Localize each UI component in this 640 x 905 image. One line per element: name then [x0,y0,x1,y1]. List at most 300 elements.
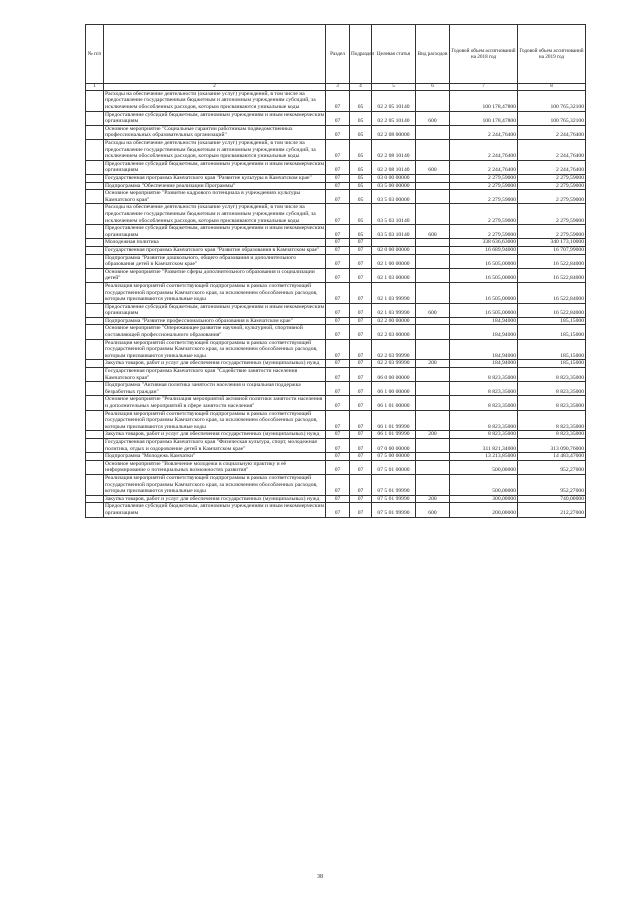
cell-2018: 8 823,35000 [450,368,518,382]
cell-2018: 100 178,47800 [450,90,518,111]
cell-podrazdel: 05 [350,182,372,190]
cell-statya: 07 5 01 99990 [372,495,416,503]
cell-podrazdel: 07 [350,303,372,317]
cell-num [86,282,104,303]
cell-statya: 02 1 03 00000 [372,268,416,282]
cell-razdel: 07 [326,453,350,461]
table-row [86,396,586,410]
cell-statya: 03 0 00 00000 [372,175,416,183]
cell-razdel: 07 [326,368,350,382]
cell-2019: 16 707,99000 [518,246,586,254]
table-row [86,460,586,474]
cell-statya: 03 5 00 00000 [372,182,416,190]
cell-razdel: 07 [326,190,350,204]
header-name [104,25,326,84]
cell-vid [416,190,450,204]
cell-razdel: 07 [326,410,350,431]
cell-name: Предоставление субсидий бюджетным, автономным учреждениям и иным некоммерческим организациям [105,303,325,317]
cell-2019: 2 279,59000 [518,175,586,183]
cell-razdel: 07 [326,90,350,111]
table-row [86,175,586,183]
cell-vid: 200 [416,495,450,503]
header-num: № п/п [86,25,104,84]
cell-num [86,360,104,368]
cell-statya: 02 2 03 00000 [372,325,416,339]
cell-razdel: 07 [326,460,350,474]
cell-statya: 06 0 00 00000 [372,368,416,382]
cell-2019: 185,15000 [518,325,586,339]
cell-vid [416,317,450,325]
cell-num [86,254,104,268]
cell-2018: 2 244,76400 [450,125,518,139]
cell-razdel: 07 [326,140,350,161]
cell-statya: 02 1 03 99990 [372,303,416,317]
cell-2018: 2 279,59000 [450,182,518,190]
cell-name: Основное мероприятие "Реализация мероприятий активной политики занятости населения и дополнительных мероприятий в сфере занятости населения" [104,396,326,410]
cell-num [86,239,104,247]
cell-2018: 16 689,94000 [450,246,518,254]
cell-statya: 07 0 00 00000 [372,438,416,452]
cell-vid [416,396,450,410]
cell-name: Подпрограмма "Активная политика занятости населения и социальная поддержка безработных граждан" [104,382,326,396]
column-number: 8 [518,84,586,91]
cell-2019: 952,27000 [518,474,586,495]
cell-2018: 2 244,76400 [450,160,518,174]
cell-num [86,460,104,474]
table-row [86,382,586,396]
table-header-row [86,25,586,84]
cell-vid [416,282,450,303]
cell-num [86,317,104,325]
cell-name: Молодежная политика [104,239,326,247]
cell-podrazdel: 07 [350,438,372,452]
cell-podrazdel: 07 [350,325,372,339]
cell-podrazdel: 07 [350,410,372,431]
cell-vid: 600 [416,160,450,174]
cell-name: Закупка товаров, работ и услуг для обеспечения государственных (муниципальных) нужд [104,360,326,368]
cell-2018: 2 244,76400 [450,140,518,161]
cell-name: Государственная программа Камчатского края "Развитие образования в Камчатском крае" [104,246,326,254]
cell-name: Предоставление субсидий бюджетным, автономным учреждениям и иным некоммерческим организациям [105,111,325,125]
cell-name: Подпрограмма "Молодежь Камчатки" [104,453,326,461]
cell-2018: 100 178,47800 [450,111,518,125]
cell-statya: 06 1 01 00000 [372,396,416,410]
cell-2018: 2 279,59000 [450,204,518,225]
cell-2018: 16 505,00000 [450,303,518,317]
cell-num [86,495,104,503]
table-row [86,239,586,247]
cell-statya: 03 5 03 00000 [372,190,416,204]
cell-num [86,140,104,161]
cell-razdel: 07 [326,282,350,303]
cell-num [86,382,104,396]
cell-2018: 13 213,85000 [450,453,518,461]
cell-podrazdel: 05 [350,90,372,111]
cell-2019: 340 173,10000 [518,239,586,247]
column-number: 1 [86,84,104,91]
table-row [86,111,586,125]
cell-name: Основное мероприятие "Развитие кадрового потенциала в учреждениях культуры Камчатского края" [104,190,326,204]
cell-vid [416,182,450,190]
header-vid: Вид расходов [416,25,450,84]
cell-name: Реализация мероприятий соответствующей подпрограммы в рамках соответствующей государственной программы Камчатского края, за исключением обособленных расходов, которым присваиваются уникальные коды [104,410,326,431]
cell-statya: 02 2 03 99990 [372,339,416,360]
column-number-row [86,84,586,91]
cell-num [86,125,104,139]
cell-num [86,503,104,517]
cell-2019: 100 765,32100 [518,111,586,125]
cell-statya: 02 2 05 10140 [372,111,416,125]
cell-2018: 16 505,00000 [450,254,518,268]
cell-2019: 16 522,84000 [518,254,586,268]
cell-2019: 16 522,84000 [518,303,586,317]
page-number: 38 [317,874,323,880]
cell-statya: 06 1 01 99990 [372,431,416,439]
cell-podrazdel: 07 [350,282,372,303]
cell-2018: 300,00000 [450,495,518,503]
column-number: 4 [350,84,372,91]
cell-podrazdel: 05 [350,160,372,174]
cell-2018: 184,94000 [450,317,518,325]
cell-2018: 2 279,59000 [450,175,518,183]
cell-num [86,246,104,254]
cell-vid [416,460,450,474]
cell-podrazdel: 05 [350,190,372,204]
table-row [86,204,586,225]
cell-razdel: 07 [326,268,350,282]
cell-vid [416,268,450,282]
cell-2018: 500,00000 [450,474,518,495]
cell-statya: 02 1 03 99990 [372,282,416,303]
table-row [86,268,586,282]
cell-2018: 184,94000 [450,325,518,339]
cell-2019: 8 823,35000 [518,410,586,431]
cell-razdel: 07 [326,111,350,125]
cell-razdel: 07 [326,495,350,503]
cell-num [86,268,104,282]
cell-name: Реализация мероприятий соответствующей подпрограммы в рамках соответствующей государственной программы Камчатского края, за исключением обособленных расходов, которым присваиваются уникальные коды [104,282,326,303]
cell-2018: 338 636,63000 [450,239,518,247]
table-row [86,90,586,111]
cell-2019: 212,27000 [518,503,586,517]
cell-2019: 185,15000 [518,360,586,368]
cell-razdel: 07 [326,325,350,339]
budget-table [85,24,586,518]
cell-num [86,396,104,410]
table-row [86,317,586,325]
cell-2019: 2 279,59000 [518,190,586,204]
cell-name: Расходы на обеспечение деятельности (оказание услуг) учреждений, в том числе на предоставление государственным бюджетным и автономным учреждениям субсидий, за исключением обособленных расходов, которым присваиваются уникальные коды [104,140,326,161]
cell-vid [416,382,450,396]
cell-podrazdel: 05 [350,125,372,139]
cell-name: Основное мероприятие "Социальные гарантии работникам подведомственных профессиональных образовательных организаций" [104,125,326,139]
cell-num [86,175,104,183]
cell-name: Основное мероприятие "Вовлечение молодежи в социальную практику и её информирование о потенциальных возможностях развития" [104,460,326,474]
cell-razdel: 07 [326,382,350,396]
cell-statya: 02 1 00 00000 [372,254,416,268]
table-row [86,125,586,139]
cell-razdel: 07 [326,204,350,225]
cell-statya: 07 5 01 99990 [372,503,416,517]
cell-statya: 03 5 03 10140 [372,204,416,225]
cell-statya: 02 2 08 10140 [372,160,416,174]
cell-vid [416,246,450,254]
table-row [86,182,586,190]
cell-2019: 100 765,32100 [518,90,586,111]
cell-2018: 8 823,35000 [450,410,518,431]
cell-num [86,325,104,339]
cell-razdel: 07 [326,160,350,174]
cell-num [86,182,104,190]
cell-2018: 16 505,00000 [450,282,518,303]
cell-podrazdel: 05 [350,175,372,183]
column-number: 7 [450,84,518,91]
cell-name: Основное мероприятие "Развитие сферы дополнительного образования и социализации детей" [104,268,326,282]
cell-podrazdel: 07 [350,382,372,396]
cell-2018: 311 821,34000 [450,438,518,452]
header-2018: Годовой объем ассигнований на 2018 год [450,25,518,84]
cell-razdel: 07 [326,474,350,495]
cell-vid: 600 [416,225,450,239]
table-row [86,225,586,239]
cell-vid [416,438,450,452]
cell-2019: 8 823,35000 [518,431,586,439]
cell-podrazdel: 07 [350,453,372,461]
cell-2018: 184,94000 [450,360,518,368]
cell-vid [416,204,450,225]
column-number: 6 [416,84,450,91]
cell-razdel: 07 [326,225,350,239]
cell-name: Подпрограмма "Развитие дошкольного, общего образования и дополнительного образования детей в Камчатском крае" [104,254,326,268]
cell-podrazdel: 07 [350,474,372,495]
cell-name: Предоставление субсидий бюджетным, автономным учреждениям и иным некоммерческим организациям [105,160,325,174]
cell-vid [416,339,450,360]
cell-statya [372,239,416,247]
cell-2019: 14 483,47000 [518,453,586,461]
table-row [86,140,586,161]
cell-2019: 2 279,59000 [518,225,586,239]
cell-2018: 2 279,59000 [450,190,518,204]
cell-statya: 02 2 08 00000 [372,125,416,139]
cell-vid [416,140,450,161]
cell-num [86,204,104,225]
table-row [86,254,586,268]
cell-name: Предоставление субсидий бюджетным, автономным учреждениям и иным некоммерческим организациям [105,503,325,516]
column-number: 3 [326,84,350,91]
cell-podrazdel: 07 [350,495,372,503]
cell-razdel: 07 [326,239,350,247]
table-row [86,303,586,317]
table-row [86,360,586,368]
cell-podrazdel: 07 [350,317,372,325]
header-podrazdel: Подраздел [350,25,372,84]
cell-num [86,160,104,174]
cell-podrazdel: 07 [350,503,372,517]
cell-name: Государственная программа Камчатского края "Содействие занятости населения Камчатского края" [104,368,326,382]
cell-name: Подпрограмма "Обеспечение реализации Программы" [104,182,326,190]
cell-name: Государственная программа Камчатского края "Развитие культуры в Камчатском крае" [104,175,326,183]
cell-statya: 06 1 00 00000 [372,382,416,396]
table-row [86,246,586,254]
cell-num [86,90,104,111]
cell-2019: 2 279,59000 [518,182,586,190]
cell-statya: 02 2 03 99990 [372,360,416,368]
cell-podrazdel: 07 [350,268,372,282]
cell-name: Государственная программа Камчатского края "Физическая культура, спорт, молодежная политика, отдых и оздоровление детей в Камчатском крае" [104,438,326,452]
cell-2018: 16 505,00000 [450,268,518,282]
header-razdel: Раздел [326,25,350,84]
cell-statya: 06 1 01 99990 [372,410,416,431]
cell-2019: 16 522,84000 [518,268,586,282]
cell-2018: 2 279,59000 [450,225,518,239]
cell-vid: 200 [416,360,450,368]
cell-razdel: 07 [326,339,350,360]
table-body [86,90,586,517]
table-row [86,438,586,452]
table-row [86,453,586,461]
cell-vid: 200 [416,431,450,439]
column-number: 2 [104,84,326,91]
cell-vid: 600 [416,503,450,517]
cell-razdel: 07 [326,175,350,183]
cell-razdel: 07 [326,438,350,452]
cell-podrazdel: 07 [350,254,372,268]
table-row [86,431,586,439]
cell-podrazdel: 05 [350,225,372,239]
cell-2018: 200,00000 [450,503,518,517]
cell-podrazdel: 05 [350,140,372,161]
cell-2019: 313 090,76000 [518,438,586,452]
cell-vid [416,410,450,431]
cell-statya: 02 2 08 10140 [372,140,416,161]
cell-num [86,190,104,204]
cell-2019: 2 244,76400 [518,160,586,174]
table-row [86,160,586,174]
table-row [86,503,586,517]
cell-statya: 02 2 05 10140 [372,90,416,111]
cell-statya: 07 5 01 00000 [372,460,416,474]
cell-razdel: 07 [326,396,350,410]
cell-podrazdel: 07 [350,368,372,382]
cell-razdel: 07 [326,246,350,254]
cell-2019: 8 823,35000 [518,382,586,396]
cell-razdel: 07 [326,503,350,517]
header-2019: Годовой объем ассигнований на 2019 год [518,25,586,84]
cell-2018: 184,94000 [450,339,518,360]
cell-podrazdel: 07 [350,360,372,368]
cell-name: Расходы на обеспечение деятельности (оказание услуг) учреждений, в том числе на предоставление государственным бюджетным и автономным учреждениям субсидий, за исключением обособленных расходов, которым присваиваются уникальные коды [104,90,326,111]
cell-vid [416,175,450,183]
cell-vid: 600 [416,303,450,317]
table-row [86,325,586,339]
cell-name: Реализация мероприятий соответствующей подпрограммы в рамках соответствующей государственной программы Камчатского края, за исключением обособленных расходов, которым присваиваются уникальные коды [104,339,326,360]
cell-podrazdel: 05 [350,204,372,225]
table-row [86,368,586,382]
table-row [86,410,586,431]
cell-2019: 2 244,76400 [518,125,586,139]
header-statya: Целевая статья [372,25,416,84]
cell-podrazdel: 07 [350,339,372,360]
cell-vid [416,254,450,268]
cell-podrazdel: 05 [350,111,372,125]
table-row [86,339,586,360]
cell-2018: 8 823,35000 [450,431,518,439]
cell-num [86,225,104,239]
cell-statya: 03 5 03 10140 [372,225,416,239]
cell-name: Подпрограмма "Развитие профессионального образования в Камчатском крае" [104,317,326,325]
cell-2019: 185,15000 [518,317,586,325]
table-row [86,282,586,303]
cell-num [86,303,104,317]
cell-podrazdel: 07 [350,460,372,474]
cell-num [86,410,104,431]
cell-razdel: 07 [326,303,350,317]
cell-2019: 185,15000 [518,339,586,360]
cell-vid [416,125,450,139]
cell-vid: 600 [416,111,450,125]
cell-vid [416,90,450,111]
cell-name: Реализация мероприятий соответствующей подпрограммы в рамках соответствующей государственной программы Камчатского края, за исключением обособленных расходов, которым присваиваются уникальные коды [104,474,326,495]
cell-2019: 16 522,84000 [518,282,586,303]
cell-podrazdel: 07 [350,246,372,254]
cell-2018: 500,00000 [450,460,518,474]
cell-statya: 07 5 01 99990 [372,474,416,495]
cell-razdel: 07 [326,317,350,325]
cell-num [86,339,104,360]
cell-num [86,368,104,382]
cell-razdel: 07 [326,360,350,368]
cell-2019: 2 244,76400 [518,140,586,161]
column-number: 5 [372,84,416,91]
table-row [86,495,586,503]
cell-2019: 2 279,59000 [518,204,586,225]
cell-2019: 952,27000 [518,460,586,474]
cell-razdel: 07 [326,125,350,139]
cell-vid [416,368,450,382]
cell-2018: 8 823,35000 [450,396,518,410]
cell-razdel: 07 [326,254,350,268]
cell-name: Основное мероприятие "Опережающее развитие научной, культурной, спортивной составляющей профессионального образования" [104,325,326,339]
cell-vid [416,453,450,461]
cell-name: Расходы на обеспечение деятельности (оказание услуг) учреждений, в том числе на предоставление государственным бюджетным и автономным учреждениям субсидий, за исключением обособленных расходов, которым присваиваются уникальные коды [104,204,326,225]
cell-statya: 02 2 00 00000 [372,317,416,325]
cell-name: Предоставление субсидий бюджетным, автономным учреждениям и иным некоммерческим организациям [105,225,325,238]
cell-num [86,453,104,461]
cell-podrazdel: 07 [350,239,372,247]
cell-num [86,474,104,495]
cell-statya: 07 5 00 00000 [372,453,416,461]
table-row [86,190,586,204]
cell-num [86,438,104,452]
cell-name: Закупка товаров, работ и услуг для обеспечения государственных (муниципальных) нужд [104,431,326,439]
cell-2019: 740,00000 [518,495,586,503]
cell-statya: 02 0 00 00000 [372,246,416,254]
cell-vid [416,474,450,495]
cell-name: Закупка товаров, работ и услуг для обеспечения государственных (муниципальных) нужд [104,495,326,503]
cell-podrazdel: 07 [350,431,372,439]
cell-podrazdel: 07 [350,396,372,410]
cell-2019: 8 823,35000 [518,368,586,382]
cell-vid [416,325,450,339]
cell-razdel: 07 [326,431,350,439]
table-row [86,474,586,495]
cell-num [86,431,104,439]
cell-2018: 8 823,35000 [450,382,518,396]
cell-vid [416,239,450,247]
cell-num [86,111,104,125]
cell-2019: 8 823,35000 [518,396,586,410]
cell-razdel: 07 [326,182,350,190]
